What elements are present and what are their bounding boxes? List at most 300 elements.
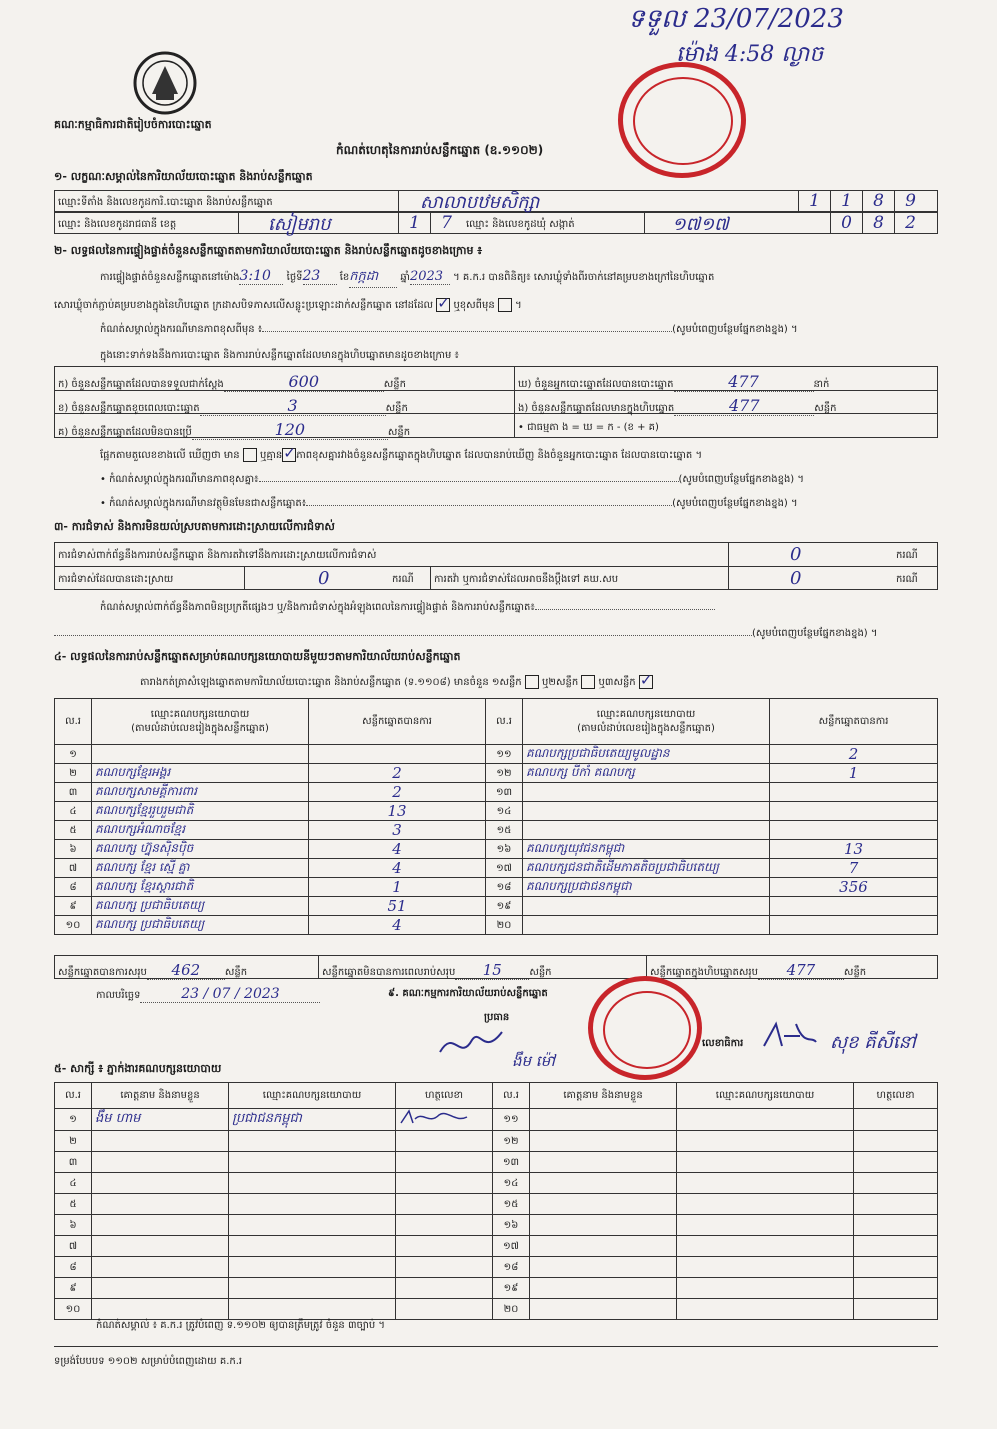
row-no: ៩ [55, 1278, 92, 1299]
party-votes: 4 [309, 840, 486, 859]
row-no: ៣ [55, 1152, 92, 1173]
witness-row [55, 1194, 938, 1215]
sheet-3-label: ឬ៣សន្លឹក [598, 677, 636, 688]
province-name: សៀមរាប [268, 214, 331, 235]
witness-party [229, 1131, 396, 1152]
w-col-name: គោត្តនាម និងនាមខ្លួន [92, 1083, 229, 1109]
secretary-name: សុខ គីសីនៅ [830, 1032, 916, 1053]
total-invalid-value: 15 [455, 961, 529, 980]
nec-emblem-icon [132, 50, 198, 116]
count-gh-label: ឃ) ចំនួនអ្នកបោះឆ្នោតដែលបានបោះឆ្នោត [518, 379, 674, 390]
row-no: ៦ [55, 840, 92, 859]
witness-name [530, 1109, 677, 1131]
witness-party [229, 1152, 396, 1173]
total-valid-value: 462 [147, 961, 225, 980]
witness-row [55, 1131, 938, 1152]
divider [54, 566, 938, 567]
w-col-no: ល.រ [493, 1083, 530, 1109]
row-no: ១៤ [493, 1173, 530, 1194]
party-name: គណបក្ស ខ្មែរ ស្មើ គ្នា [92, 859, 309, 878]
witness-signature [854, 1173, 938, 1194]
code-digit-box: 7 [430, 212, 462, 234]
s3-r2-label: ការជំទាស់ដែលបានដោះស្រាយ [58, 574, 174, 585]
witness-row [55, 1236, 938, 1257]
witness-party [229, 1215, 396, 1236]
witness-name [92, 1173, 229, 1194]
row-no: ១៩ [486, 897, 523, 916]
unchanged-checkbox[interactable] [436, 298, 450, 312]
party-row [55, 783, 938, 802]
party-name [523, 821, 770, 840]
witness-name [92, 1299, 229, 1320]
party-row [55, 821, 938, 840]
chair-label: ប្រធាន [484, 1012, 510, 1023]
witness-signature [396, 1194, 493, 1215]
witness-name [92, 1236, 229, 1257]
witness-party [229, 1299, 396, 1320]
witness-party [677, 1173, 854, 1194]
col-party [92, 699, 309, 745]
witness-signature [854, 1109, 938, 1131]
secretary-signature-icon [760, 1016, 820, 1056]
fill-more: (សូមបំពេញបន្ថែមផ្នែកខាងខ្នង) ។ [672, 324, 798, 335]
changed-checkbox[interactable] [498, 298, 512, 312]
diff-has-checkbox[interactable] [243, 448, 257, 462]
witness-party [677, 1299, 854, 1320]
official-seal-bottom [588, 976, 702, 1080]
witness-party [677, 1109, 854, 1131]
footer-divider [54, 1346, 938, 1347]
total-valid [58, 961, 247, 980]
case-unit: ករណី [896, 574, 918, 585]
witness-signature [396, 1278, 493, 1299]
sheet-1-checkbox[interactable] [525, 675, 539, 689]
verify-day: 23 [303, 268, 337, 285]
formula: • ជាធម្មតា ង = ឃ = ក - (ខ + គ) [518, 422, 659, 433]
witness-party [677, 1236, 854, 1257]
witness-name [530, 1236, 677, 1257]
row-no: ១១ [493, 1109, 530, 1131]
witness-signature [854, 1236, 938, 1257]
col-votes: សន្លឹកឆ្នោតបានការ [309, 699, 486, 745]
witness-name [92, 1257, 229, 1278]
s2-bullet2 [100, 496, 798, 511]
divider [398, 190, 399, 212]
commune-name: ១៧១៧ [672, 214, 729, 235]
party-row [55, 878, 938, 897]
party-name [523, 783, 770, 802]
bullet2-label: • កំណត់សម្គាល់ក្នុងករណីមានវត្ថុមិនមែនជាសន្លឹកឆ្នោត៖ [100, 498, 307, 509]
party-votes [770, 802, 938, 821]
party-name: គណបក្សខ្មែរអង្គរ [92, 764, 309, 783]
case-unit: ករណី [896, 550, 918, 561]
section-1-heading: ១- លក្ខណៈសម្គាល់នៃការិយាល័យបោះឆ្នោត និងរាប់សន្លឹកឆ្នោត [54, 170, 313, 183]
row-no: ២ [55, 764, 92, 783]
party-votes: 13 [770, 840, 938, 859]
total-valid-label: សន្លឹកឆ្នោតបានការសរុប [58, 967, 147, 978]
witness-table [54, 1082, 938, 1320]
row-no: ២០ [493, 1299, 530, 1320]
witness-party [229, 1257, 396, 1278]
date-label: កាលបរិច្ឆេទ [96, 990, 141, 1001]
witness-row [55, 1109, 938, 1131]
s3-note [100, 600, 715, 615]
party-votes [770, 897, 938, 916]
witness-row [55, 1215, 938, 1236]
party-row [55, 802, 938, 821]
party-name: គណបក្សអំណាចខ្មែរ [92, 821, 309, 840]
official-seal-top [618, 62, 746, 178]
commune-code-digits [830, 212, 926, 234]
year-label: ឆ្នាំ [400, 272, 410, 283]
party-name [523, 802, 770, 821]
witness-party [229, 1173, 396, 1194]
party-name: គណបក្សជនជាតិដើមភាគតិចប្រជាធិបតេយ្យ [523, 859, 770, 878]
col-no: ល.រ [486, 699, 523, 745]
section-3-heading: ៣- ការជំទាស់ និងការមិនយល់ស្របតាមការដោះស្រាយលើការជំទាស់ [54, 520, 335, 533]
witness-name [530, 1152, 677, 1173]
count-gh-value: 477 [674, 372, 814, 392]
received-date-note: ទទួល 23/07/2023 [628, 4, 844, 34]
unit-person: នាក់ [813, 379, 830, 390]
row-no: ១៨ [486, 878, 523, 897]
total-box [650, 961, 866, 980]
s2-note1 [100, 322, 798, 337]
code-digit-box: 2 [894, 212, 926, 234]
row-no: ១៧ [493, 1236, 530, 1257]
witness-signature [396, 1236, 493, 1257]
row-no: ៦ [55, 1215, 92, 1236]
count-g-label: គ) ចំនួនសន្លឹកឆ្នោតដែលមិនបានប្រើ [58, 427, 192, 438]
verify-time: 3:10 [239, 268, 283, 285]
witness-row [55, 1173, 938, 1194]
witness-name [530, 1131, 677, 1152]
witness-signature [854, 1194, 938, 1215]
party-row [55, 764, 938, 783]
s1-row2-label: ឈ្មោះ និងលេខកូដរាជធានី ខេត្ត [58, 219, 177, 230]
witness-name [530, 1278, 677, 1299]
witness-signature [854, 1152, 938, 1173]
witness-party [677, 1131, 854, 1152]
witness-signature-icon [399, 1109, 469, 1127]
row-no: ២០ [486, 916, 523, 935]
party-name: គណបក្សប្រជាធិបតេយ្យមូលដ្ឋាន [523, 745, 770, 764]
note1-label: កំណត់សម្គាល់ក្នុងករណីមានភាពខុសពីមុន ៖ [100, 324, 263, 335]
party-votes: 2 [770, 745, 938, 764]
code-digit-box: 1 [398, 212, 430, 234]
footer-form: ទម្រង់បែបបទ ១១០២ សម្រាប់បំពេញដោយ គ.ក.រ [54, 1356, 243, 1367]
party-votes [770, 821, 938, 840]
row-no: ៤ [55, 1173, 92, 1194]
s1-row2-label-b: ឈ្មោះ និងលេខកូដឃុំ សង្កាត់ [466, 219, 575, 230]
verify-time-label: ការផ្ទៀងផ្ទាត់ចំនួនសន្លឹកឆ្នោតនៅម៉ោង [100, 272, 240, 283]
row-no: ៧ [55, 859, 92, 878]
row-no: ១០ [55, 1299, 92, 1320]
witness-signature [854, 1215, 938, 1236]
party-row [55, 859, 938, 878]
witness-party: ប្រជាជនកម្ពុជា [229, 1109, 396, 1131]
w-col-name: គោត្តនាម និងនាមខ្លួន [530, 1083, 677, 1109]
party-votes: 13 [309, 802, 486, 821]
witness-signature [396, 1173, 493, 1194]
row-no: ១៣ [493, 1152, 530, 1173]
sheet-3-checkbox[interactable] [639, 675, 653, 689]
witness-party [677, 1152, 854, 1173]
s3-r1-value: 0 [790, 544, 802, 565]
case-unit: ករណី [392, 574, 414, 585]
party-name: គណបក្ស ប្រជាធិបតេយ្យ [92, 897, 309, 916]
witness-row [55, 1257, 938, 1278]
witness-name [92, 1152, 229, 1173]
w-col-party: ឈ្មោះគណបក្សនយោបាយ [229, 1083, 396, 1109]
total-invalid-label: សន្លឹកឆ្នោតមិនបានការពេលរាប់សរុប [322, 967, 456, 978]
row-no: ៤ [55, 802, 92, 821]
party-votes: 2 [309, 783, 486, 802]
s2-bullet1 [100, 472, 804, 487]
count-k [58, 372, 406, 392]
witness-party [229, 1278, 396, 1299]
witness-signature [854, 1299, 938, 1320]
station-code-digits [798, 190, 926, 212]
row-no: ១៩ [493, 1278, 530, 1299]
col-no: ល.រ [55, 699, 92, 745]
witness-name [92, 1215, 229, 1236]
w-col-party: ឈ្មោះគណបក្សនយោបាយ [677, 1083, 854, 1109]
witness-party [229, 1236, 396, 1257]
end-mark: ។ [515, 300, 522, 311]
s3-r3-label: ការតវ៉ា ឬការជំទាស់ដែលអាចនឹងប្តឹងទៅ គឃ.សប [434, 574, 619, 585]
received-time-note: ម៉ោង 4:58 ល្ងាច [676, 42, 824, 67]
total-invalid [322, 961, 552, 980]
s4-intro-label: តារាងកត់ត្រាសំឡេងឆ្នោតតាមការិយាល័យបោះឆ្នោត និងរាប់សន្លឹកឆ្នោត (ទ.១១០៨) មានចំនួន ១សន្លឹក [140, 677, 522, 688]
divider [244, 566, 245, 590]
s2-diff-line [100, 448, 702, 463]
count-kh [58, 396, 408, 416]
count-ng [518, 396, 836, 416]
party-votes [770, 916, 938, 935]
code-digit-box: 0 [830, 212, 862, 234]
secretary-label: លេខាធិការ [702, 1038, 744, 1049]
witness-name [92, 1131, 229, 1152]
party-votes [309, 745, 486, 764]
row-no: ១ [55, 745, 92, 764]
w-col-sig: ហត្ថលេខា [396, 1083, 493, 1109]
witness-party [677, 1278, 854, 1299]
count-ng-value: 477 [674, 396, 814, 416]
divider [644, 212, 645, 234]
changed-label: ឬខុសពីមុន [453, 300, 495, 311]
province-code-digits [398, 212, 462, 234]
witness-name [92, 1278, 229, 1299]
unit: សន្លឹក [383, 379, 406, 390]
s2-seal-line [54, 298, 522, 313]
row-no: ៩ [55, 897, 92, 916]
bullet1-label: • កំណត់សម្គាល់ក្នុងករណីមានភាពខុសគ្នា៖ [100, 474, 259, 485]
divider [238, 212, 239, 234]
sheet-2-label: ឬ២សន្លឹក [542, 677, 579, 688]
party-votes: 7 [770, 859, 938, 878]
witness-name [92, 1194, 229, 1215]
count-gh [518, 372, 829, 392]
party-name: គណបក្ស ប្រជាធិបតេយ្យ [92, 916, 309, 935]
s3-r1-label: ការជំទាស់ពាក់ព័ន្ធនឹងការរាប់សន្លឹកឆ្នោត និងការតវ៉ាទៅនឹងការដោះស្រាយលើការជំទាស់ [58, 550, 377, 561]
count-kh-value: 3 [200, 396, 386, 416]
w-col-sig: ហត្ថលេខា [854, 1083, 938, 1109]
witness-party [677, 1257, 854, 1278]
party-name: គណបក្សសាមគ្គីការពារ [92, 783, 309, 802]
unit: សន្លឹក [843, 967, 867, 978]
row-no: ៨ [55, 1257, 92, 1278]
diff-has-label: ផ្អែកតាមតួលេខខាងលើ ឃើញថា មាន [100, 450, 240, 461]
s4-intro [140, 675, 653, 690]
witness-row [55, 1299, 938, 1320]
row-no: ១០ [55, 916, 92, 935]
witness-signature [396, 1152, 493, 1173]
party-name: គណបក្ស បីកាំ គណបក្ស [523, 764, 770, 783]
row-no: ១៧ [486, 859, 523, 878]
unit: សន្លឹក [385, 403, 408, 414]
party-votes: 2 [309, 764, 486, 783]
count-kh-label: ខ) ចំនួនសន្លឹកឆ្នោតខូចពេលបោះឆ្នោត [58, 403, 200, 414]
col-votes: សន្លឹកឆ្នោតបានការ [770, 699, 938, 745]
row-no: ១៨ [493, 1257, 530, 1278]
row-no: ១៣ [486, 783, 523, 802]
s1-row1-label: ឈ្មោះទីតាំង និងលេខកូដការិ.បោះឆ្នោត និងរាប់សន្លឹកឆ្នោត [58, 197, 273, 208]
witness-name [530, 1194, 677, 1215]
total-box-label: សន្លឹកឆ្នោតក្នុងហិបឆ្នោតសរុប [650, 967, 758, 978]
witness-party [677, 1194, 854, 1215]
code-digit-box: 8 [862, 190, 894, 212]
committee-label: ៩. គណៈកម្មការការិយាល័យរាប់សន្លឹកឆ្នោត [388, 988, 548, 999]
party-row [55, 916, 938, 935]
witness-party [229, 1194, 396, 1215]
divider [514, 366, 515, 438]
witness-name [530, 1299, 677, 1320]
date-line [96, 986, 320, 1003]
witness-signature [396, 1215, 493, 1236]
unit: សន្លឹក [224, 967, 248, 978]
verify-month: កក្កដា [349, 268, 397, 288]
count-g [58, 420, 410, 440]
party-votes: 1 [309, 878, 486, 897]
witness-party [677, 1215, 854, 1236]
verify-line-end: ។ គ.ក.រ បានពិនិត្យ៖ សោរឃ្លុំទាំងពីរចាក់នៅគម្របខាងក្រៅនៃហិបឆ្នោត [453, 272, 715, 283]
section-5-heading: ៥- សាក្សី ៖ ភ្នាក់ងារគណបក្សនយោបាយ [54, 1062, 222, 1075]
party-name [92, 745, 309, 764]
fill-more: (សូមបំពេញបន្ថែមផ្នែកខាងខ្នង) ។ [678, 474, 804, 485]
row-no: ៥ [55, 821, 92, 840]
party-name: គណបក្ស ខ្មែរស្ដារជាតិ [92, 878, 309, 897]
footer-note: កំណត់សម្គាល់ ៖ គ.ក.រ ត្រូវបំពេញ ទ.១១០២ ឲ្យបានត្រឹមត្រូវ ចំនួន ៣ច្បាប់ ។ [96, 1320, 385, 1331]
s3-r2-value: 0 [318, 568, 330, 589]
diff-text: ភាពខុសគ្នារវាងចំនួនសន្លឹកឆ្នោតក្នុងហិបឆ្នោត ដែលបានរាប់ឃើញ និងចំនួនអ្នកបោះឆ្នោត ដែលបានបោះឆ្នោត ។ [296, 450, 703, 461]
diff-none-checkbox[interactable] [282, 448, 296, 462]
row-no: ៣ [55, 783, 92, 802]
org-name: គណៈកម្មាធិការជាតិរៀបចំការបោះឆ្នោត [54, 118, 212, 131]
polling-station-name: សាលាបឋមសិក្សា [420, 192, 540, 213]
divider [318, 955, 319, 979]
party-row [55, 745, 938, 764]
row-no: ៥ [55, 1194, 92, 1215]
row-no: ៨ [55, 878, 92, 897]
s2-verify-line [100, 268, 714, 288]
page-title: កំណត់ហេតុនៃការរាប់សន្លឹកឆ្នោត (ឧ.១១០២) [336, 143, 544, 157]
unit: សន្លឹក [529, 967, 552, 978]
section-2-heading: ២- លទ្ធផលនៃការផ្ទៀងផ្ទាត់ចំនួនសន្លឹកឆ្នោតតាមការិយាល័យបោះឆ្នោត និងរាប់សន្លឹកឆ្នោតដូចខាងក្រោម ៖ [54, 244, 483, 257]
party-row [55, 897, 938, 916]
witness-signature [396, 1131, 493, 1152]
row-no: ២ [55, 1131, 92, 1152]
col-party-2: (តាមលំដាប់លេខរៀងក្នុងសន្លឹកឆ្នោត) [577, 722, 715, 734]
party-name [523, 897, 770, 916]
party-votes: 51 [309, 897, 486, 916]
party-votes: 4 [309, 859, 486, 878]
total-box-value: 477 [758, 961, 844, 980]
sheet-2-checkbox[interactable] [581, 675, 595, 689]
month-label: ខែ [339, 272, 350, 283]
witness-signature [396, 1109, 493, 1131]
witness-signature [854, 1257, 938, 1278]
witness-name [530, 1215, 677, 1236]
s3-note-line2 [54, 626, 877, 641]
row-no: ៧ [55, 1236, 92, 1257]
party-row [55, 840, 938, 859]
row-no: ១៥ [493, 1194, 530, 1215]
s3-r3-value: 0 [790, 568, 802, 589]
witness-name [530, 1257, 677, 1278]
col-party-1: ឈ្មោះគណបក្សនយោបាយ [150, 708, 250, 720]
party-votes: 3 [309, 821, 486, 840]
date-value: 23 / 07 / 2023 [140, 986, 320, 1003]
chair-signature-icon [436, 1022, 506, 1068]
code-digit-box: 8 [862, 212, 894, 234]
row-no: ១៦ [493, 1215, 530, 1236]
section-4-heading: ៤- លទ្ធផលនៃការរាប់សន្លឹកឆ្នោតសម្រាប់គណបក្សនយោបាយនីមួយៗតាមការិយាល័យរាប់សន្លឹកឆ្នោត [54, 650, 461, 663]
row-no: ១៦ [486, 840, 523, 859]
divider [430, 566, 431, 590]
row-no: ១២ [493, 1131, 530, 1152]
count-ng-label: ង) ចំនួនសន្លឹកឆ្នោតដែលមានក្នុងហិបឆ្នោត [518, 403, 675, 414]
day-label: ថ្ងៃទី [286, 272, 303, 283]
witness-row [55, 1278, 938, 1299]
code-digit-box: 9 [894, 190, 926, 212]
divider [728, 542, 729, 590]
count-k-value: 600 [224, 372, 384, 392]
party-votes [770, 783, 938, 802]
row-no: ១១ [486, 745, 523, 764]
party-name: គណបក្សយុវជនកម្ពុជា [523, 840, 770, 859]
row-no: ១ [55, 1109, 92, 1131]
fill-more: (សូមបំពេញបន្ថែមផ្នែកខាងខ្នង) ។ [752, 628, 878, 639]
party-name: គណបក្សប្រជាជនកម្ពុជា [523, 878, 770, 897]
witness-signature [854, 1278, 938, 1299]
witness-signature [396, 1257, 493, 1278]
witness-name [530, 1173, 677, 1194]
unit: សន្លឹក [387, 427, 411, 438]
code-digit-box: 1 [798, 190, 830, 212]
col-party-1: ឈ្មោះគណបក្សនយោបាយ [596, 708, 696, 720]
row-no: ១៤ [486, 802, 523, 821]
witness-signature [396, 1299, 493, 1320]
party-name: គណបក្ស ហ្វ៊ុនស៊ិនប៉ិច [92, 840, 309, 859]
count-g-value: 120 [192, 420, 388, 440]
witness-name: ងឹម ហាម [92, 1109, 229, 1131]
code-digit-box: 1 [830, 190, 862, 212]
party-votes: 356 [770, 878, 938, 897]
witness-row [55, 1152, 938, 1173]
fill-more: (សូមបំពេញបន្ថែមផ្នែកខាងខ្នង) ។ [672, 498, 798, 509]
col-party [523, 699, 770, 745]
